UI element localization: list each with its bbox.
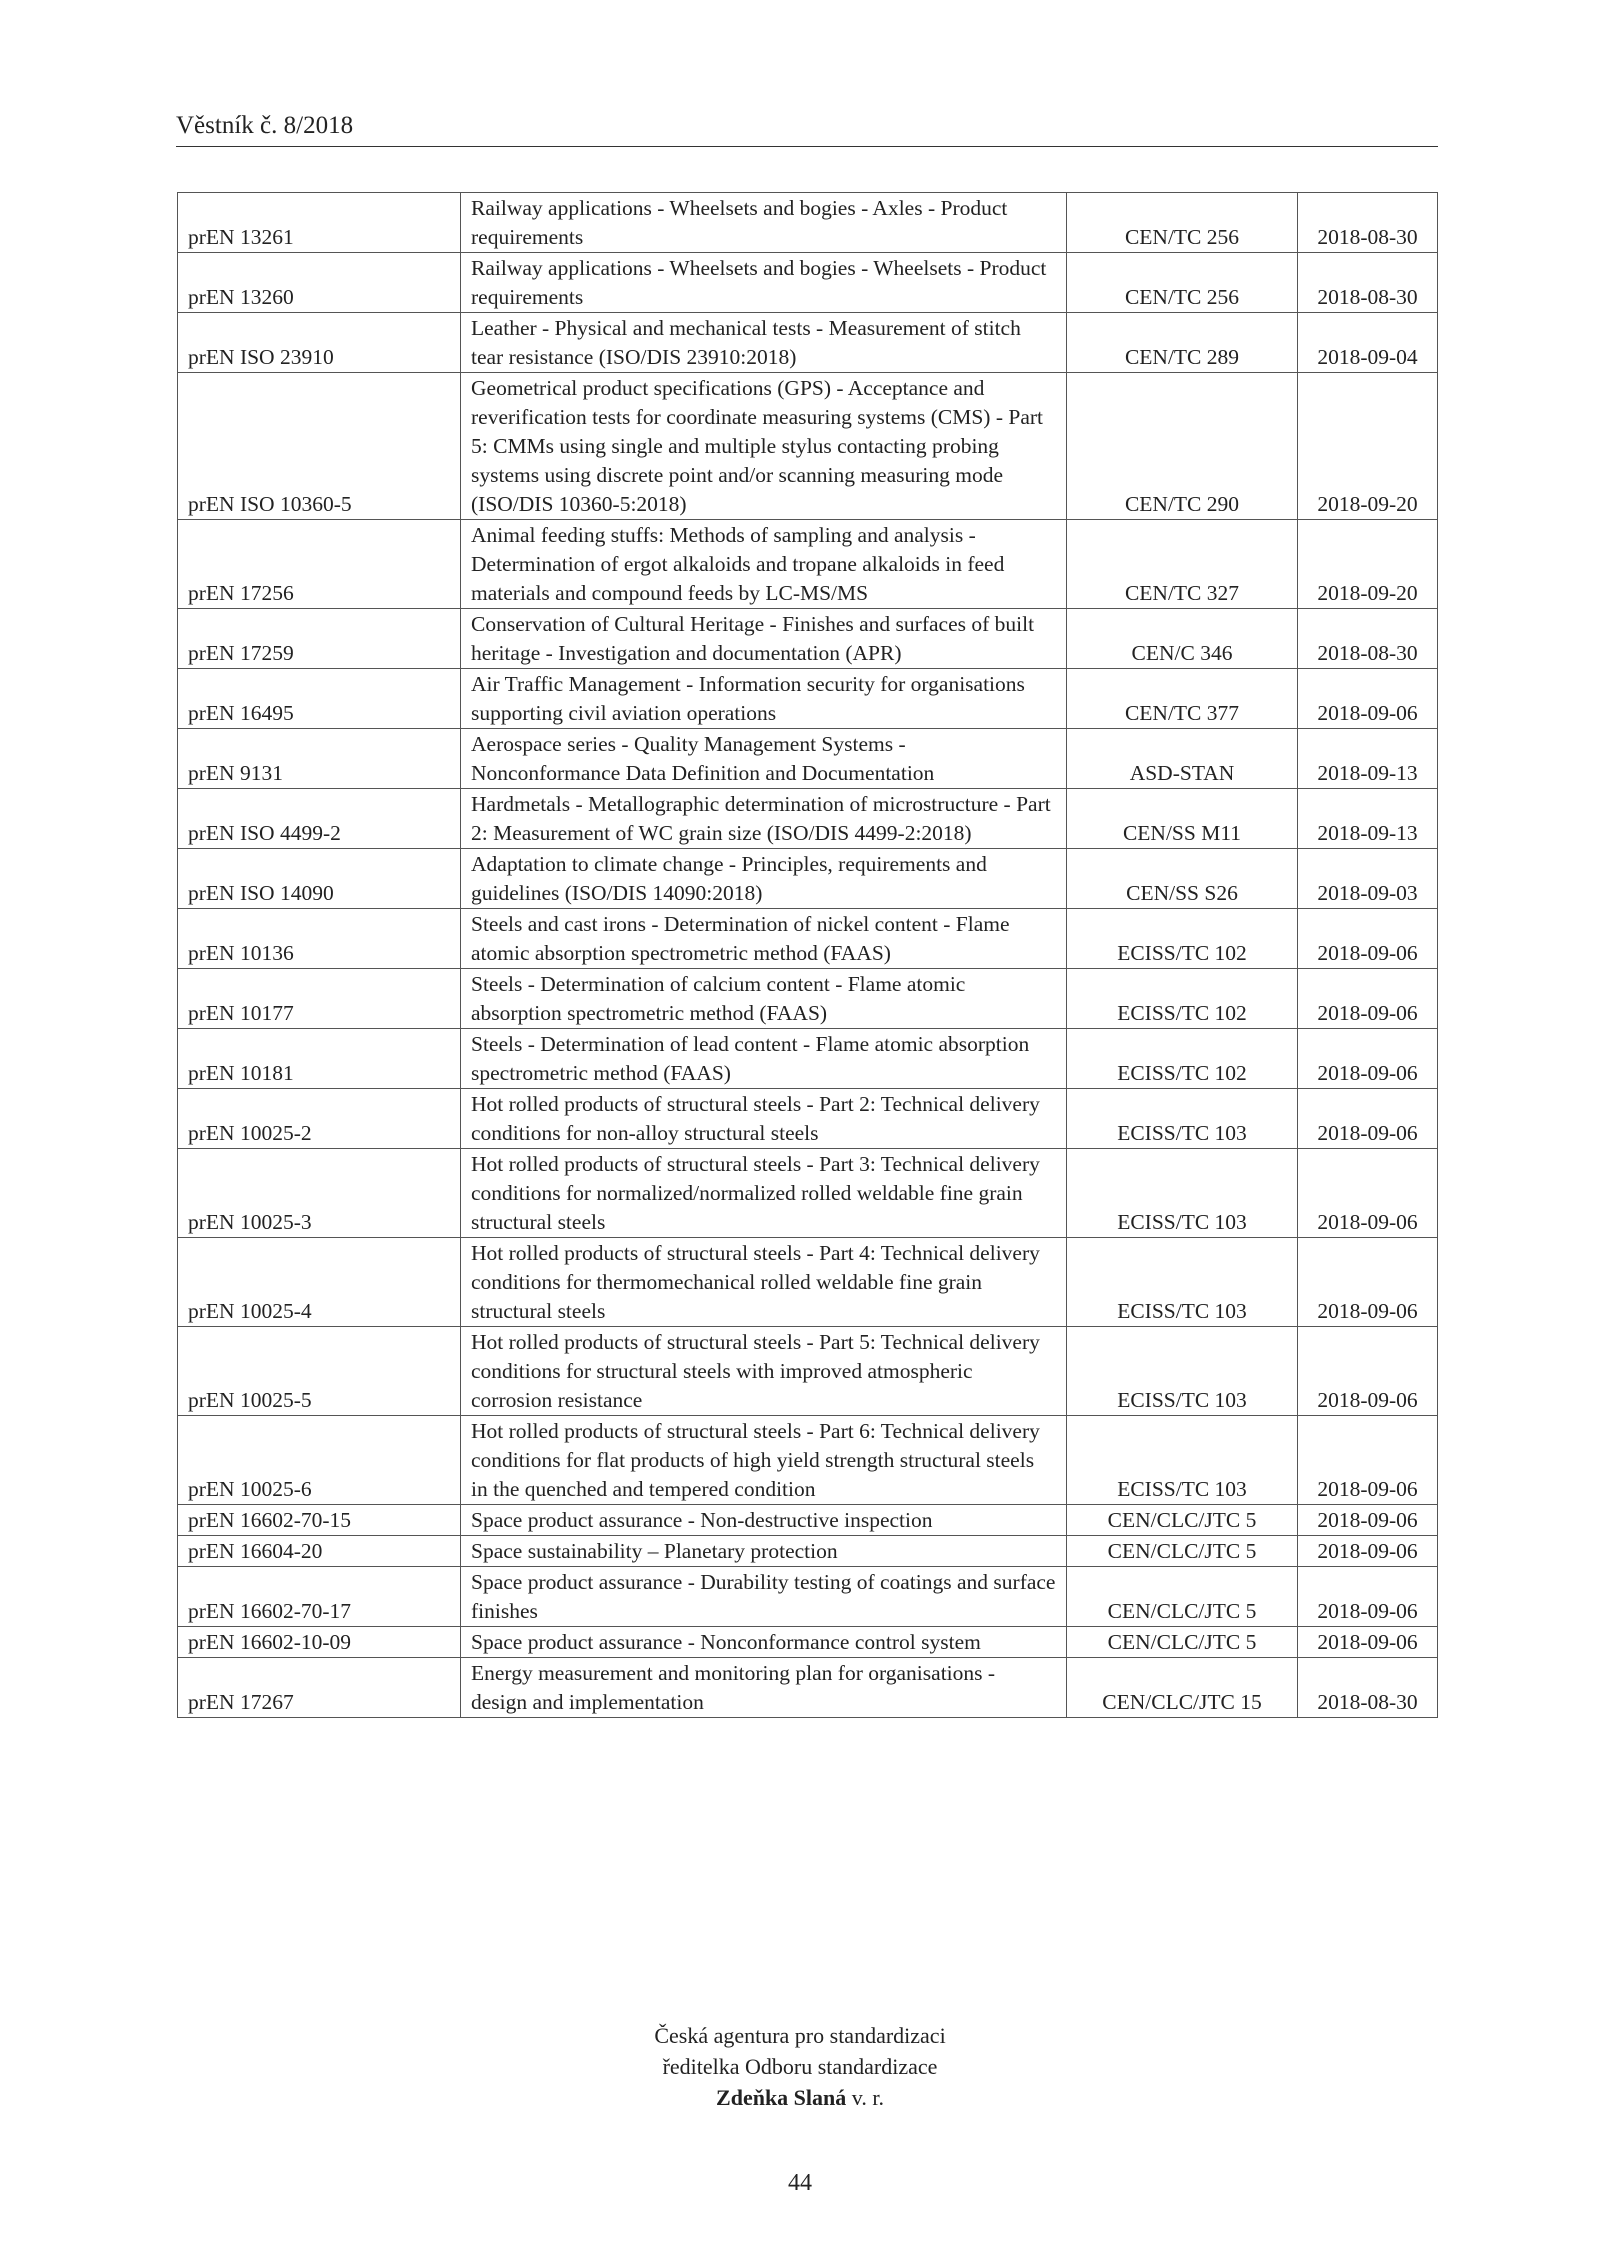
standard-title-cell: Space sustainability – Planetary protection (461, 1536, 1067, 1567)
deadline-date-cell: 2018-09-06 (1298, 969, 1438, 1029)
technical-committee-cell: CEN/CLC/JTC 5 (1067, 1567, 1298, 1627)
deadline-date-cell: 2018-09-04 (1298, 313, 1438, 373)
table-row (178, 520, 1438, 609)
deadline-date-cell: 2018-09-20 (1298, 520, 1438, 609)
standards-table (177, 192, 1438, 1718)
standard-code-cell: prEN 17259 (178, 609, 461, 669)
standard-code-cell: prEN ISO 23910 (178, 313, 461, 373)
deadline-date-cell: 2018-08-30 (1298, 193, 1438, 253)
standard-title-cell: Steels and cast irons - Determination of nickel content - Flame atomic absorption spectrometric method (FAAS) (461, 909, 1067, 969)
standard-code-cell: prEN 9131 (178, 729, 461, 789)
table-row (178, 1416, 1438, 1505)
standard-title-cell: Hot rolled products of structural steels - Part 2: Technical delivery conditions for non-alloy structural steels (461, 1089, 1067, 1149)
standard-code-cell: prEN 10025-4 (178, 1238, 461, 1327)
signatory-name: Zdeňka Slaná (716, 2085, 847, 2110)
standard-code-cell: prEN 10025-3 (178, 1149, 461, 1238)
standard-title-cell: Steels - Determination of calcium content - Flame atomic absorption spectrometric method (FAAS) (461, 969, 1067, 1029)
header-title: Věstník č. 8/2018 (176, 112, 354, 139)
deadline-date-cell: 2018-09-20 (1298, 373, 1438, 520)
table-row (178, 1089, 1438, 1149)
standard-code-cell: prEN 16495 (178, 669, 461, 729)
standard-title-cell: Leather - Physical and mechanical tests - Measurement of stitch tear resistance (ISO/DIS 23910:2018) (461, 313, 1067, 373)
agency-name: Česká agentura pro standardizaci (654, 2023, 946, 2048)
standard-code-cell: prEN 17256 (178, 520, 461, 609)
deadline-date-cell: 2018-08-30 (1298, 253, 1438, 313)
standard-code-cell: prEN ISO 4499-2 (178, 789, 461, 849)
standard-code-cell: prEN 16602-10-09 (178, 1627, 461, 1658)
deadline-date-cell: 2018-09-06 (1298, 1238, 1438, 1327)
deadline-date-cell: 2018-08-30 (1298, 1658, 1438, 1718)
technical-committee-cell: CEN/TC 289 (1067, 313, 1298, 373)
table-row (178, 1238, 1438, 1327)
deadline-date-cell: 2018-09-06 (1298, 1089, 1438, 1149)
standard-title-cell: Hot rolled products of structural steels - Part 3: Technical delivery conditions for normalized/normalized rolled weldable fine grain structural steels (461, 1149, 1067, 1238)
table-row (178, 1029, 1438, 1089)
standard-title-cell: Steels - Determination of lead content - Flame atomic absorption spectrometric method (FAAS) (461, 1029, 1067, 1089)
deadline-date-cell: 2018-09-06 (1298, 1627, 1438, 1658)
standard-title-cell: Space product assurance - Nonconformance control system (461, 1627, 1067, 1658)
technical-committee-cell: CEN/TC 327 (1067, 520, 1298, 609)
table-row (178, 373, 1438, 520)
signature-block (0, 2020, 1600, 2113)
standard-title-cell: Adaptation to climate change - Principles, requirements and guidelines (ISO/DIS 14090:2018) (461, 849, 1067, 909)
table-row (178, 909, 1438, 969)
technical-committee-cell: ECISS/TC 103 (1067, 1089, 1298, 1149)
deadline-date-cell: 2018-09-06 (1298, 1505, 1438, 1536)
standard-title-cell: Hardmetals - Metallographic determination of microstructure - Part 2: Measurement of WC grain size (ISO/DIS 4499-2:2018) (461, 789, 1067, 849)
table-row (178, 729, 1438, 789)
deadline-date-cell: 2018-08-30 (1298, 609, 1438, 669)
technical-committee-cell: ECISS/TC 103 (1067, 1149, 1298, 1238)
standard-title-cell: Space product assurance - Non-destructive inspection (461, 1505, 1067, 1536)
standard-code-cell: prEN 17267 (178, 1658, 461, 1718)
table-row (178, 1505, 1438, 1536)
standard-title-cell: Hot rolled products of structural steels - Part 6: Technical delivery conditions for flat products of high yield strength structural steels in the quenched and tempered condition (461, 1416, 1067, 1505)
technical-committee-cell: ECISS/TC 103 (1067, 1238, 1298, 1327)
standard-title-cell: Air Traffic Management - Information security for organisations supporting civil aviation operations (461, 669, 1067, 729)
technical-committee-cell: ECISS/TC 103 (1067, 1327, 1298, 1416)
deadline-date-cell: 2018-09-06 (1298, 669, 1438, 729)
standard-title-cell: Conservation of Cultural Heritage - Finishes and surfaces of built heritage - Investigation and documentation (APR) (461, 609, 1067, 669)
standard-code-cell: prEN 10136 (178, 909, 461, 969)
standard-title-cell: Geometrical product specifications (GPS) - Acceptance and reverification tests for coordinate measuring systems (CMS) - Part 5: CMMs using single and multiple stylus contacting probing systems using discrete point and/or scanning measuring mode (ISO/DIS 10360-5:2018) (461, 373, 1067, 520)
technical-committee-cell: ECISS/TC 102 (1067, 1029, 1298, 1089)
table-row (178, 313, 1438, 373)
table-row (178, 1536, 1438, 1567)
deadline-date-cell: 2018-09-06 (1298, 1029, 1438, 1089)
page-header (176, 112, 1438, 147)
deadline-date-cell: 2018-09-06 (1298, 909, 1438, 969)
standard-code-cell: prEN 13260 (178, 253, 461, 313)
deadline-date-cell: 2018-09-06 (1298, 1416, 1438, 1505)
deadline-date-cell: 2018-09-06 (1298, 1567, 1438, 1627)
technical-committee-cell: ASD-STAN (1067, 729, 1298, 789)
standard-code-cell: prEN 16602-70-17 (178, 1567, 461, 1627)
technical-committee-cell: CEN/SS M11 (1067, 789, 1298, 849)
technical-committee-cell: CEN/CLC/JTC 5 (1067, 1536, 1298, 1567)
table-row (178, 609, 1438, 669)
standard-title-cell: Railway applications - Wheelsets and bogies - Wheelsets - Product requirements (461, 253, 1067, 313)
standard-title-cell: Hot rolled products of structural steels - Part 5: Technical delivery conditions for structural steels with improved atmospheric corrosion resistance (461, 1327, 1067, 1416)
technical-committee-cell: CEN/TC 256 (1067, 253, 1298, 313)
standard-code-cell: prEN ISO 14090 (178, 849, 461, 909)
standard-code-cell: prEN 10181 (178, 1029, 461, 1089)
standard-title-cell: Space product assurance - Durability testing of coatings and surface finishes (461, 1567, 1067, 1627)
standard-code-cell: prEN 16602-70-15 (178, 1505, 461, 1536)
table-row (178, 1567, 1438, 1627)
standard-title-cell: Railway applications - Wheelsets and bogies - Axles - Product requirements (461, 193, 1067, 253)
deadline-date-cell: 2018-09-06 (1298, 1327, 1438, 1416)
table-row (178, 669, 1438, 729)
standard-code-cell: prEN 10025-5 (178, 1327, 461, 1416)
technical-committee-cell: ECISS/TC 103 (1067, 1416, 1298, 1505)
deadline-date-cell: 2018-09-06 (1298, 1149, 1438, 1238)
standard-code-cell: prEN 13261 (178, 193, 461, 253)
table-row (178, 1658, 1438, 1718)
signatory-line (0, 2082, 1600, 2113)
table-row (178, 253, 1438, 313)
standard-title-cell: Aerospace series - Quality Management Systems - Nonconformance Data Definition and Documentation (461, 729, 1067, 789)
technical-committee-cell: CEN/CLC/JTC 15 (1067, 1658, 1298, 1718)
table-row (178, 193, 1438, 253)
signatory-suffix: v. r. (846, 2085, 884, 2110)
deadline-date-cell: 2018-09-03 (1298, 849, 1438, 909)
deadline-date-cell: 2018-09-13 (1298, 789, 1438, 849)
technical-committee-cell: CEN/C 346 (1067, 609, 1298, 669)
technical-committee-cell: CEN/TC 256 (1067, 193, 1298, 253)
standard-code-cell: prEN 10025-6 (178, 1416, 461, 1505)
page-number: 44 (788, 2170, 812, 2196)
technical-committee-cell: CEN/SS S26 (1067, 849, 1298, 909)
table-row (178, 1627, 1438, 1658)
table-row (178, 789, 1438, 849)
standard-code-cell: prEN ISO 10360-5 (178, 373, 461, 520)
standard-title-cell: Hot rolled products of structural steels - Part 4: Technical delivery conditions for thermomechanical rolled weldable fine grain structural steels (461, 1238, 1067, 1327)
technical-committee-cell: CEN/TC 377 (1067, 669, 1298, 729)
standard-code-cell: prEN 10025-2 (178, 1089, 461, 1149)
technical-committee-cell: ECISS/TC 102 (1067, 969, 1298, 1029)
standard-code-cell: prEN 16604-20 (178, 1536, 461, 1567)
technical-committee-cell: CEN/TC 290 (1067, 373, 1298, 520)
table-row (178, 1149, 1438, 1238)
standards-table-body (178, 193, 1438, 1718)
deadline-date-cell: 2018-09-06 (1298, 1536, 1438, 1567)
technical-committee-cell: CEN/CLC/JTC 5 (1067, 1505, 1298, 1536)
deadline-date-cell: 2018-09-13 (1298, 729, 1438, 789)
technical-committee-cell: CEN/CLC/JTC 5 (1067, 1627, 1298, 1658)
standard-title-cell: Animal feeding stuffs: Methods of sampling and analysis - Determination of ergot alkaloids and tropane alkaloids in feed materials and compound feeds by LC-MS/MS (461, 520, 1067, 609)
technical-committee-cell: ECISS/TC 102 (1067, 909, 1298, 969)
signatory-role: ředitelka Odboru standardizace (662, 2054, 938, 2079)
standard-title-cell: Energy measurement and monitoring plan for organisations - design and implementation (461, 1658, 1067, 1718)
standard-code-cell: prEN 10177 (178, 969, 461, 1029)
table-row (178, 1327, 1438, 1416)
table-row (178, 969, 1438, 1029)
table-row (178, 849, 1438, 909)
